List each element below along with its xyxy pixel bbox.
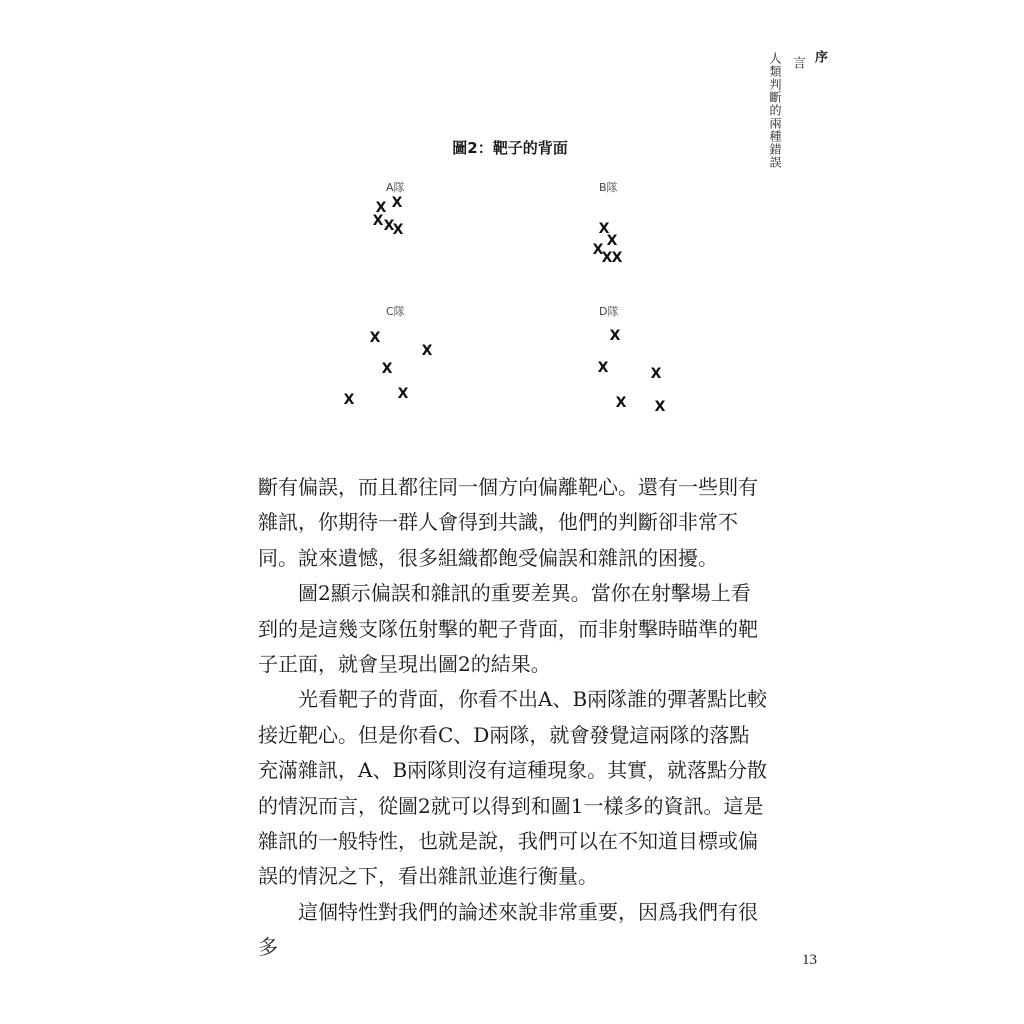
team-a-label: A隊 (386, 181, 405, 194)
team-b-mark: X (606, 233, 618, 249)
paragraph: 這個特性對我們的論述來說非常重要，因爲我們有很多 (258, 899, 758, 960)
team-a-mark: X (392, 222, 404, 238)
page-number: 13 (802, 952, 817, 968)
paragraph: 圖2顯示偏誤和雜訊的重要差異。當你在射擊場上看到的是這幾支隊伍射擊的靶子背面，而非射擊時瞄準的靶子正面，就會呈現出圖2的結果。 (258, 581, 758, 677)
team-a-mark: X (372, 213, 384, 229)
body-text (258, 470, 768, 966)
team-b-label: B隊 (599, 181, 618, 194)
team-c-mark: X (381, 361, 393, 377)
team-a-mark: X (391, 195, 403, 211)
team-b-mark: X (592, 242, 604, 258)
team-b-mark: X (611, 250, 623, 266)
team-b-mark: X (601, 250, 613, 266)
team-d-mark: X (609, 328, 621, 344)
team-d-mark: X (597, 360, 609, 376)
team-c-label: C隊 (386, 305, 405, 318)
team-c-mark: X (343, 392, 355, 408)
team-c-mark: X (421, 343, 433, 359)
team-a-mark: X (383, 218, 395, 234)
running-head-chapter: 人類判斷的兩種錯誤 (768, 52, 782, 169)
team-d-mark: X (615, 395, 627, 411)
paragraph: 斷有偏誤，而且都往同一個方向偏離靶心。還有一些則有雜訊，你期待一群人會得到共識，他們的判斷卻非常不同。說來遺憾，很多組織都飽受偏誤和雜訊的困擾。 (258, 475, 758, 570)
team-d-mark: X (650, 366, 662, 382)
running-head (768, 50, 830, 169)
running-head-section: 序 (812, 50, 827, 64)
team-d-label: D隊 (599, 305, 619, 318)
paragraph: 光看靶子的背面，你看不出A、B兩隊誰的彈著點比較接近靶心。但是你看C、D兩隊，就會發覺這兩隊的落點充滿雜訊，A、B兩隊則沒有這種現象。其實，就落點分散的情況而言，從圖2就可以得到和圖1一樣多的資訊。這是雜訊的一般特性，也就是說，我們可以在不知道目標或偏誤的情況之下，看出雜訊並進行衡量。 (258, 687, 768, 889)
team-c-mark: X (397, 386, 409, 402)
team-a-mark: X (375, 200, 387, 216)
figure-title: 圖2：靶子的背面 (452, 139, 568, 157)
team-c-mark: X (369, 330, 381, 346)
running-head-section-2: 言 (790, 56, 805, 70)
team-b-mark: X (598, 221, 610, 237)
team-d-mark: X (654, 399, 666, 415)
